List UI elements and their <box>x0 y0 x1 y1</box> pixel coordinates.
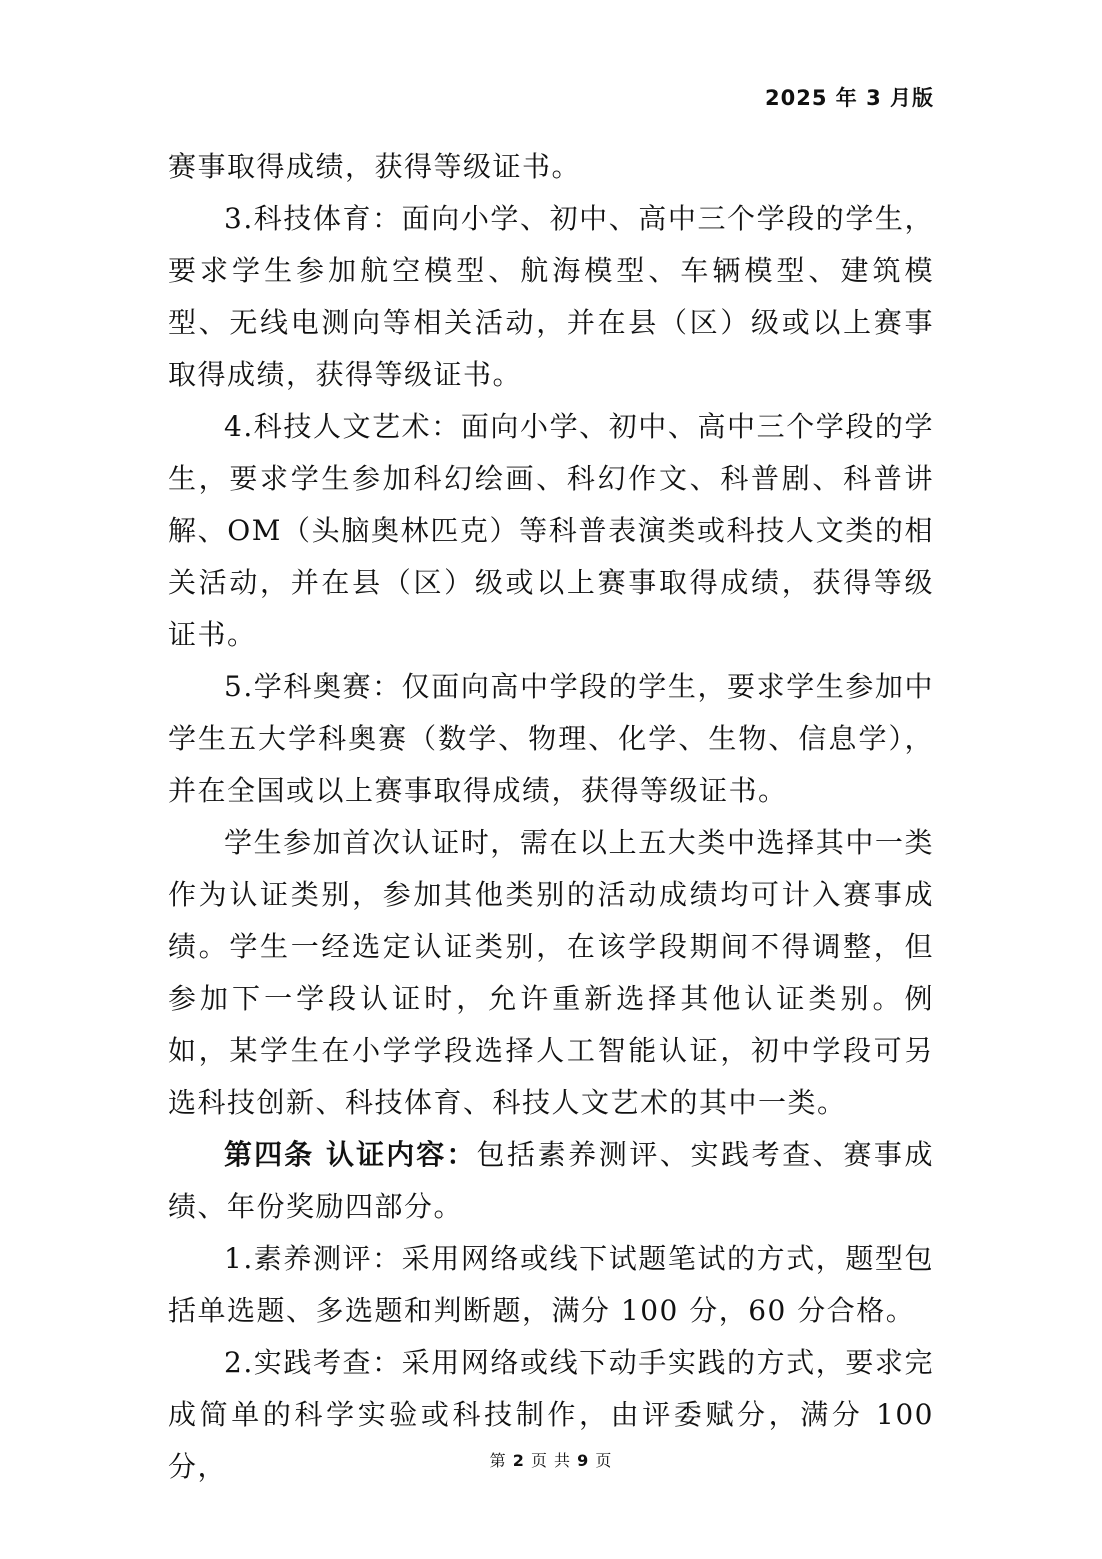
paragraph-tech-humanities-arts: 4.科技人文艺术：面向小学、初中、高中三个学段的学生，要求学生参加科幻绘画、科幻作文、科普剧、科普讲解、OM（头脑奥林匹克）等科普表演类或科技人文类的相关活动，并在县（区）级或以上赛事取得成绩，获得等级证书。 <box>168 410 934 651</box>
page-footer <box>0 1448 1102 1471</box>
article-four-text: 包括素养测评、实践考查、赛事成绩、年份奖励四部分。 <box>168 1138 934 1223</box>
version-label: 2025 年 3 月版 <box>765 86 934 110</box>
paragraph-practice-exam: 2.实践考查：采用网络或线下动手实践的方式，要求完成简单的科学实验或科技制作，由评委赋分，满分 100 分， <box>168 1346 934 1483</box>
footer-suffix: 页 <box>595 1451 613 1470</box>
footer-prefix: 第 <box>489 1451 507 1470</box>
current-page-number: 2 <box>512 1451 525 1470</box>
article-four-heading: 第四条 认证内容： <box>224 1138 477 1171</box>
total-page-number: 9 <box>577 1451 590 1470</box>
paragraph-continuation: 赛事取得成绩，获得等级证书。 <box>168 150 582 183</box>
document-body <box>168 141 934 1493</box>
paragraph-literacy-assessment: 1.素养测评：采用网络或线下试题笔试的方式，题型包括单选题、多选题和判断题，满分 100 分，60 分合格。 <box>168 1242 934 1327</box>
paragraph-tech-sports: 3.科技体育：面向小学、初中、高中三个学段的学生，要求学生参加航空模型、航海模型、车辆模型、建筑模型、无线电测向等相关活动，并在县（区）级或以上赛事取得成绩，获得等级证书。 <box>168 202 934 391</box>
paragraph-article-four <box>168 1129 934 1233</box>
paragraph-category-selection: 学生参加首次认证时，需在以上五大类中选择其中一类作为认证类别，参加其他类别的活动成绩均可计入赛事成绩。学生一经选定认证类别，在该学段期间不得调整，但参加下一学段认证时，允许重新选择其他认证类别。例如，某学生在小学学段选择人工智能认证，初中学段可另选科技创新、科技体育、科技人文艺术的其中一类。 <box>168 826 934 1119</box>
paragraph-subject-olympiad: 5.学科奥赛：仅面向高中学段的学生，要求学生参加中学生五大学科奥赛（数学、物理、化学、生物、信息学），并在全国或以上赛事取得成绩，获得等级证书。 <box>168 670 934 807</box>
footer-middle: 页 共 <box>530 1451 572 1470</box>
